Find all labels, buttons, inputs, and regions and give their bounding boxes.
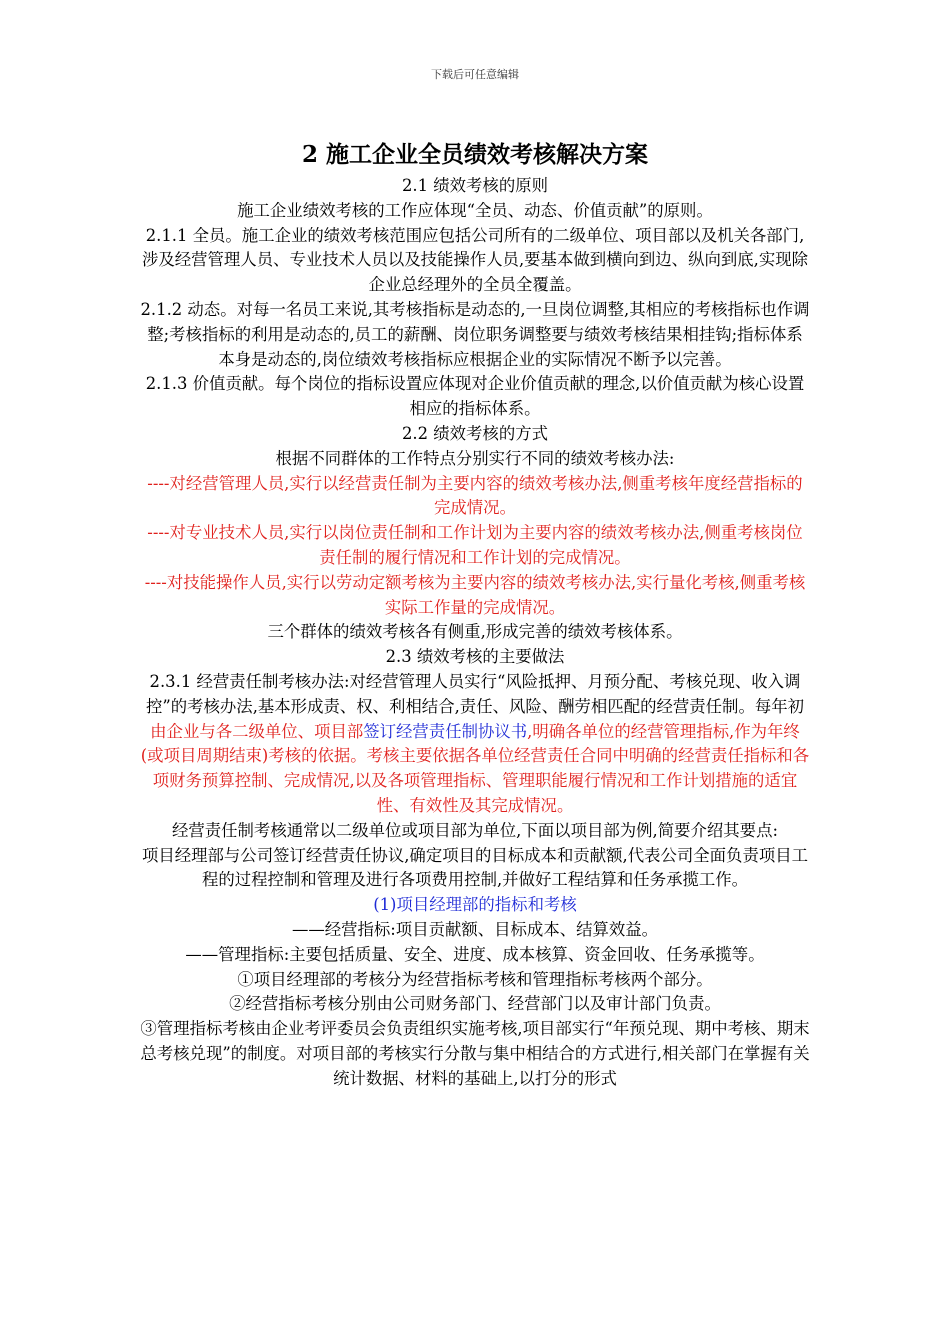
page-title: 2 施工企业全员绩效考核解决方案	[301, 141, 648, 168]
paragraph: 项目经理部与公司签订经营责任协议,确定项目的目标成本和贡献额,代表公司全面负责项目工程的过程控制和管理及进行各项费用控制,并做好工程结算和任务承揽工作。	[141, 845, 809, 890]
paragraph-text: 2.3.1 经营责任制考核办法:对经营管理人员实行“风险抵押、月预分配、考核兑现、收入调控”的考核办法,基本形成责、权、利相结合,责任、风险、酬劳相匹配的经营责任制。每年初	[145, 671, 805, 716]
paragraph: 施工企业绩效考核的工作应体现“全员、动态、价值贡献”的原则。	[237, 200, 713, 220]
paragraph: 2.1.3 价值贡献。每个岗位的指标设置应体现对企业价值贡献的理念,以价值贡献为核心设置相应的指标体系。	[145, 374, 805, 419]
paragraph: 三个群体的绩效考核各有侧重,形成完善的绩效考核体系。	[267, 622, 683, 642]
sub-heading: (1)项目经理部的指标和考核	[373, 895, 577, 915]
paragraph: ——经营指标:项目贡献额、目标成本、结算效益。	[291, 919, 659, 939]
paragraph: 2.1.2 动态。对每一名员工来说,其考核指标是动态的,一旦岗位调整,其相应的考核指标也作调整;考核指标的利用是动态的,员工的薪酬、岗位职务调整要与绩效考核结果相挂钩;指标体系本身是动态的,岗位绩效考核指标应根据企业的实际情况不断予以完善。	[140, 299, 810, 369]
document-body	[140, 174, 810, 1091]
highlighted-paragraph: ----对技能操作人员,实行以劳动定额考核为主要内容的绩效考核办法,实行量化考核,侧重考核实际工作量的完成情况。	[144, 572, 806, 617]
paragraph: ——管理指标:主要包括质量、安全、进度、成本核算、资金回收、任务承揽等。	[185, 944, 765, 964]
paragraph: 经营责任制考核通常以二级单位或项目部为单位,下面以项目部为例,简要介绍其要点:	[171, 820, 778, 840]
paragraph: ③管理指标考核由企业考评委员会负责组织实施考核,项目部实行“年预兑现、期中考核、期末总考核兑现”的制度。对项目部的考核实行分散与集中相结合的方式进行,相关部门在掌握有关统计数据、材料的基础上,以打分的形式	[140, 1019, 810, 1088]
highlighted-paragraph: ----对专业技术人员,实行以岗位责任制和工作计划为主要内容的绩效考核办法,侧重考核岗位责任制的履行情况和工作计划的完成情况。	[147, 523, 803, 567]
section-heading-2-3: 2.3 绩效考核的主要做法	[385, 647, 565, 667]
section-heading-2-1: 2.1 绩效考核的原则	[401, 176, 548, 195]
page-header: 下载后可任意编辑	[431, 68, 519, 81]
paragraph: 根据不同群体的工作特点分别实行不同的绩效考核办法:	[275, 448, 675, 468]
highlighted-text: 由企业与各二级单位、项目部	[150, 721, 364, 741]
paragraph	[140, 670, 810, 819]
paragraph: ②经营指标考核分别由公司财务部门、经营部门以及审计部门负责。	[229, 994, 721, 1014]
highlighted-link-text: 签订经营责任制协议书	[363, 721, 528, 741]
paragraph: 2.1.1 全员。施工企业的绩效考核范围应包括公司所有的二级单位、项目部以及机关各部门,涉及经营管理人员、专业技术人员以及技能操作人员,要基本做到横向到边、纵向到底,实现除企业总经理外的全员全覆盖。	[141, 225, 809, 295]
highlighted-paragraph: ----对经营管理人员,实行以经营责任制为主要内容的绩效考核办法,侧重考核年度经营指标的完成情况。	[147, 473, 803, 518]
section-heading-2-2: 2.2 绩效考核的方式	[401, 423, 548, 443]
highlighted-text: ,明确各单位的经营管理指标,作为年终(或项目周期结束)考核的依据。考核主要依据各单位经营责任合同中明确的经营责任指标和各项财务预算控制、完成情况,以及各项管理指标、管理职能履行情况和工作计划措施的适宜性、有效性及其完成情况。	[140, 721, 810, 815]
paragraph: ①项目经理部的考核分为经营指标考核和管理指标考核两个部分。	[237, 969, 713, 989]
